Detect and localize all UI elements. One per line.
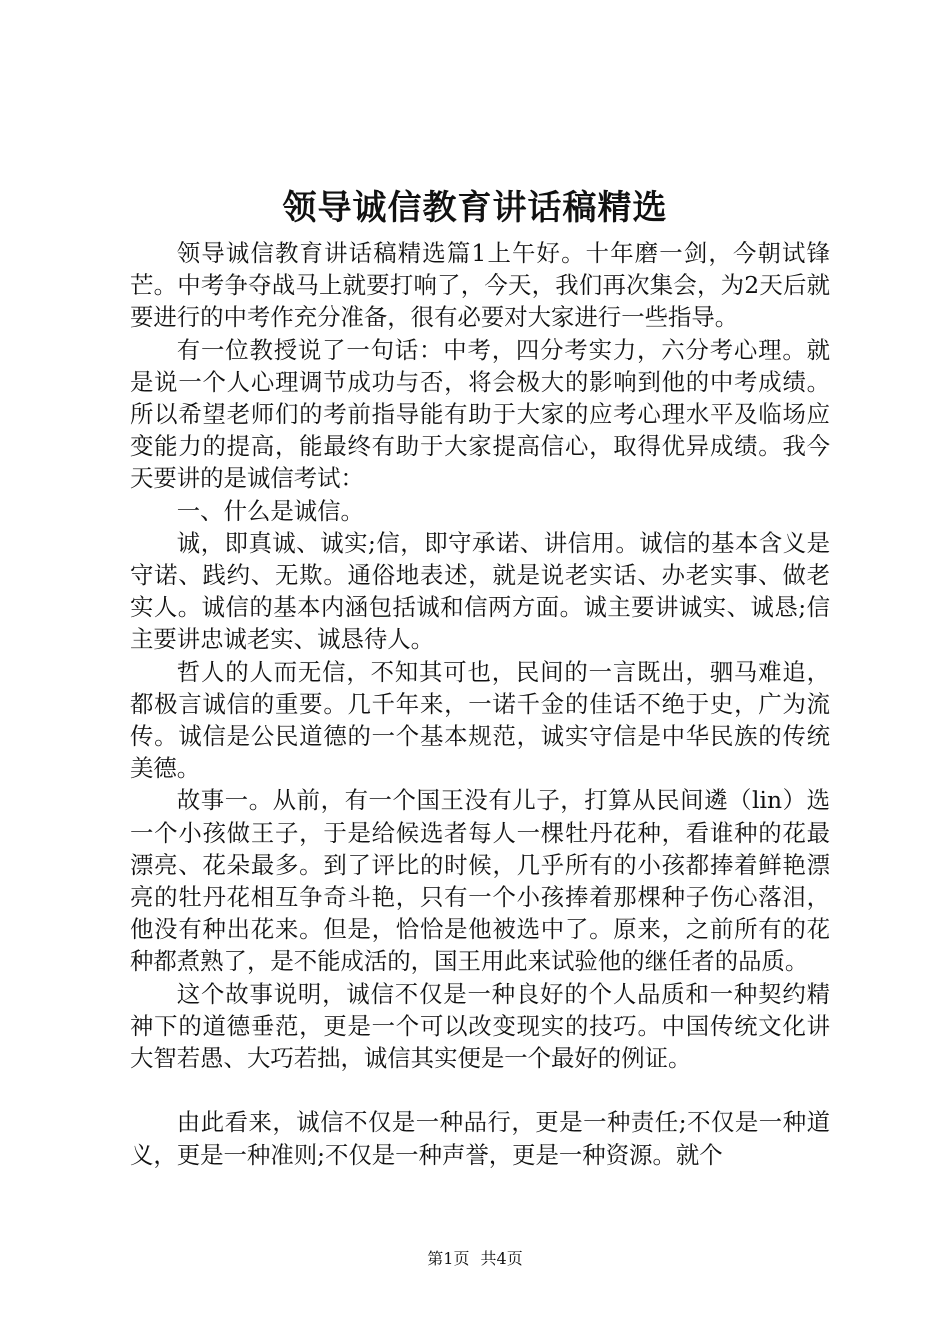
paragraph: 由此看来，诚信不仅是一种品行，更是一种责任;不仅是一种道义，更是一种准则;不仅是一种声誉，更是一种资源。就个 <box>130 1108 830 1169</box>
paragraph: 这个故事说明，诚信不仅是一种良好的个人品质和一种契约精神下的道德垂范，更是一个可以改变现实的技巧。中国传统文化讲大智若愚、大巧若拙，诚信其实便是一个最好的例证。 <box>130 979 830 1073</box>
page-footer <box>0 1247 950 1271</box>
page-number: 第1页 <box>427 1249 470 1268</box>
page-total: 共4页 <box>480 1249 523 1268</box>
document-title: 领导诚信教育讲话稿精选 <box>282 188 668 228</box>
paragraph: 诚，即真诚、诚实;信，即守承诺、讲信用。诚信的基本含义是守诺、践约、无欺。通俗地表述，就是说老实话、办老实事、做老实人。诚信的基本内涵包括诚和信两方面。诚主要讲诚实、诚恳;信主要讲忠诚老实、诚恳待人。 <box>130 528 830 654</box>
document-body <box>130 237 830 1171</box>
section-heading: 一、什么是诚信。 <box>176 496 364 525</box>
paragraph: 故事一。从前，有一个国王没有儿子，打算从民间遴（lin）选一个小孩做王子，于是给候选者每人一棵牡丹花种，看谁种的花最漂亮、花朵最多。到了评比的时候，几乎所有的小孩都捧着鲜艳漂亮的牡丹花相互争奇斗艳，只有一个小孩捧着那棵种子伤心落泪，他没有种出花来。但是，恰恰是他被选中了。原来，之前所有的花种都煮熟了，是不能成活的，国王用此来试验他的继任者的品质。 <box>130 786 830 976</box>
paragraph: 有一位教授说了一句话：中考，四分考实力，六分考心理。就是说一个人心理调节成功与否，将会极大的影响到他的中考成绩。所以希望老师们的考前指导能有助于大家的应考心理水平及临场应变能力的提高，能最终有助于大家提高信心，取得优异成绩。我今天要讲的是诚信考试： <box>130 335 830 493</box>
paragraph: 领导诚信教育讲话稿精选篇1上午好。十年磨一剑，今朝试锋芒。中考争夺战马上就要打响了，今天，我们再次集会，为2天后就要进行的中考作充分准备，很有必要对大家进行一些指导。 <box>130 239 830 332</box>
paragraph: 哲人的人而无信，不知其可也，民间的一言既出，驷马难追，都极言诚信的重要。几千年来，一诺千金的佳话不绝于史，广为流传。诚信是公民道德的一个基本规范，诚实守信是中华民族的传统美德。 <box>130 657 830 783</box>
